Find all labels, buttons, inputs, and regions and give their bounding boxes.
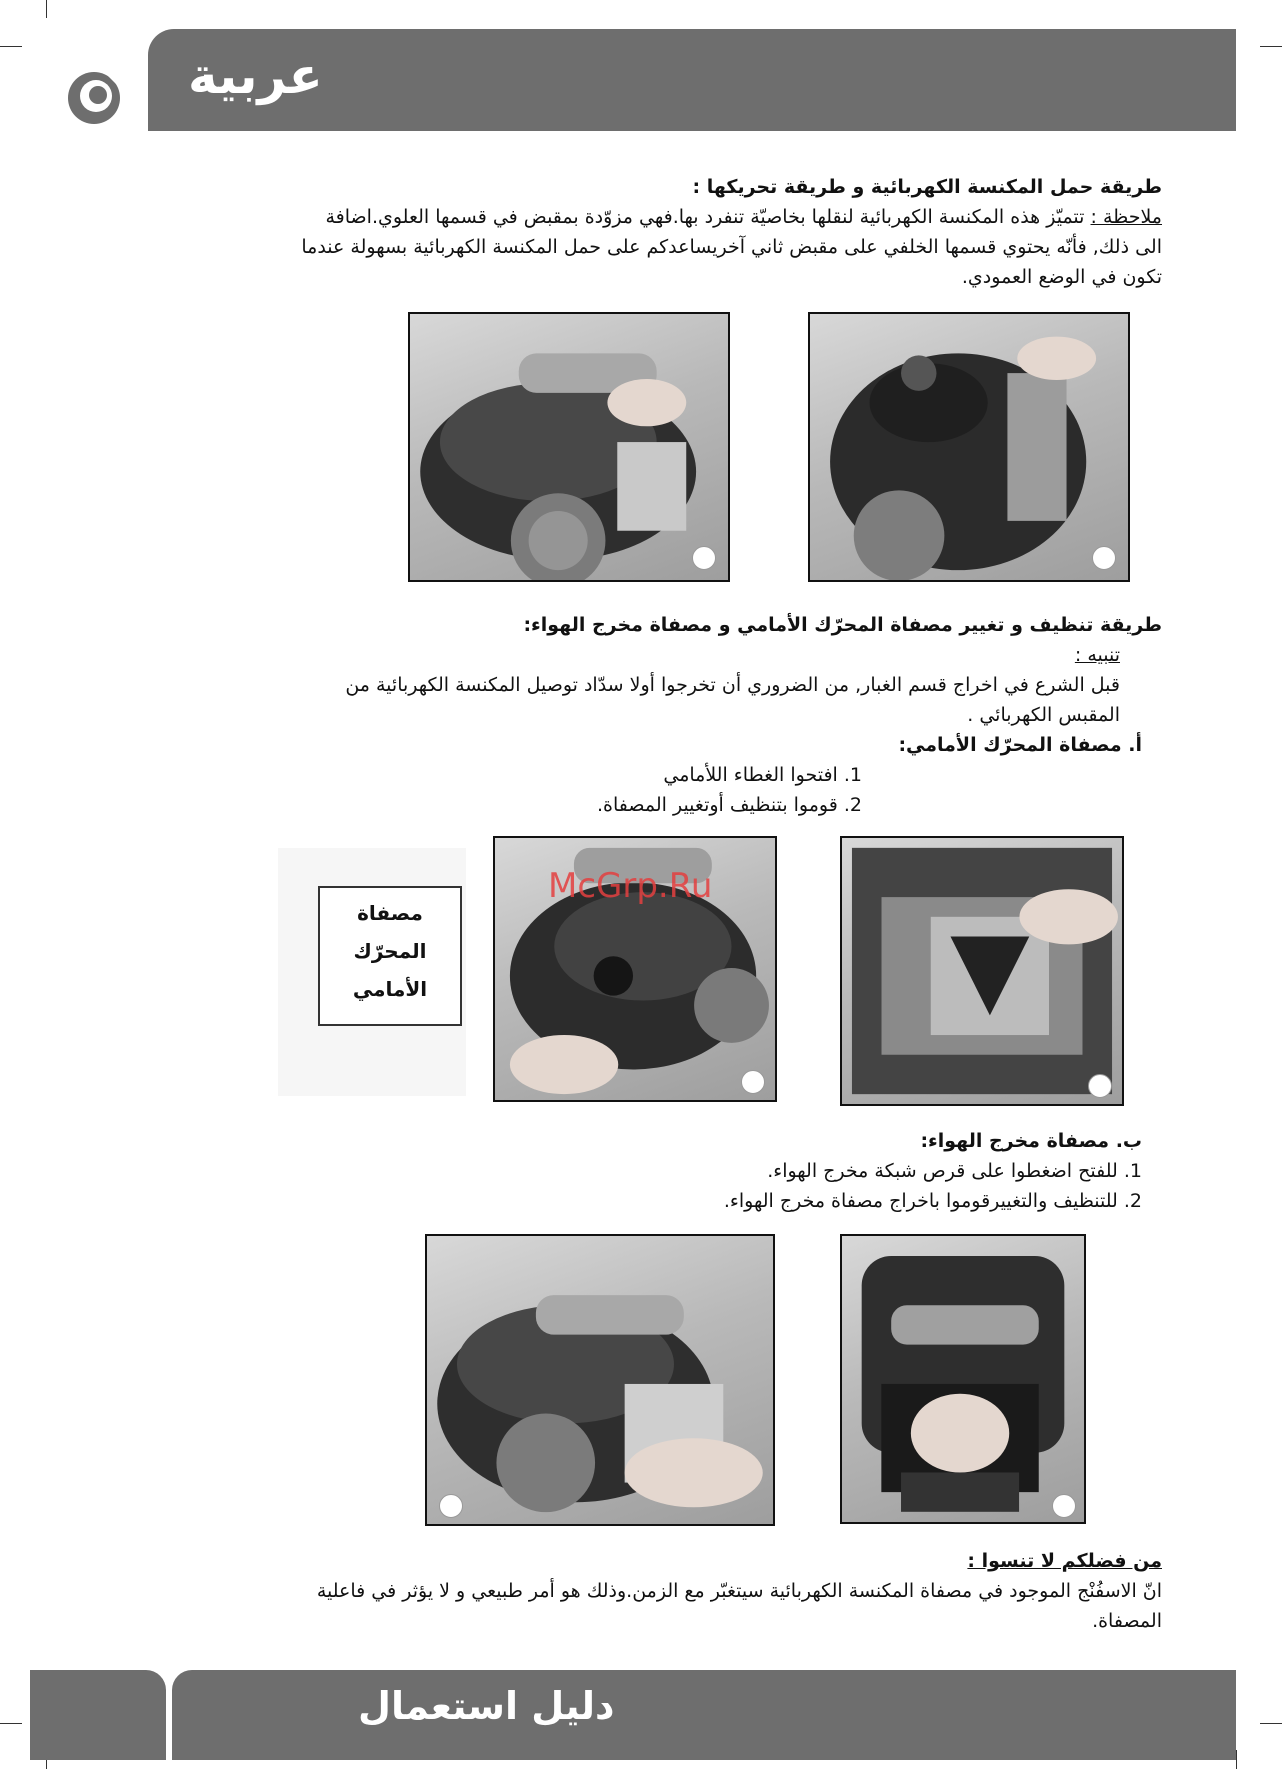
footer-bar <box>172 1670 1236 1760</box>
crop-mark <box>0 1723 22 1724</box>
footer-left-tab <box>30 1670 166 1760</box>
sub-a-heading: أ. مصفاة المحرّك الأمامي: <box>898 734 1142 756</box>
section1-note-line2: الى ذلك, فأنّه يحتوي قسمها الخلفي على مقبض ثاني آخريساعدكم على حمل المكنسة الكهربائية بسهولة عندما <box>301 236 1162 258</box>
footer-title: دليل استعمال <box>358 1684 615 1728</box>
sub-b-heading: ب. مصفاة مخرج الهواء: <box>920 1130 1142 1152</box>
note-text: تتميّز هذه المكنسة الكهربائية لنقلها بخاصيّة تنفرد بها.فهي مزوّدة بمقبض في قسمها العلوي.اضافة <box>325 206 1085 228</box>
language-title: عربية <box>188 47 323 105</box>
label-line: المحرّك <box>353 939 427 963</box>
warning-line1: قبل الشرع في اخراج قسم الغبار, من الضروري أن تخرجوا أولا سدّاد توصيل المكنسة الكهربائية من <box>345 674 1120 696</box>
warning-label: تنبيه : <box>1074 644 1120 666</box>
front-motor-filter-label <box>318 886 462 1026</box>
reminder-heading: من فضلكم لا تنسوا : <box>967 1550 1162 1572</box>
reminder-line1: انّ الاسفُنْج الموجود في مصفاة المكنسة الكهربائية سيتغبّر مع الزمن.وذلك هو أمر طبيعي و لا يؤثر في فاعلية <box>316 1580 1162 1602</box>
crop-mark <box>1260 1723 1282 1724</box>
brand-logo-icon <box>62 66 132 126</box>
photo-press-exhaust-grille <box>425 1234 775 1526</box>
crop-mark <box>0 46 22 47</box>
sub-b-step1: 1. للفتح اضغطوا على قرص شبكة مخرج الهواء. <box>767 1160 1142 1182</box>
note-label: ملاحظة : <box>1090 206 1162 228</box>
reminder-line2: المصفاة. <box>1092 1610 1162 1632</box>
crop-mark <box>1236 1750 1237 1769</box>
section1-heading: طريقة حمل المكنسة الكهربائية و طريقة تحريكها : <box>692 176 1162 198</box>
watermark: McGrp.Ru <box>548 866 713 906</box>
photo-carry-handle-rear <box>808 312 1130 582</box>
section2-text <box>300 610 1162 820</box>
section1-note-line3: تكون في الوضع العمودي. <box>961 266 1162 288</box>
sub-a-step2: 2. قوموا بتنظيف أوتغيير المصفاة. <box>597 794 862 816</box>
label-line: مصفاة <box>357 901 423 925</box>
section1-text <box>280 172 1162 292</box>
label-line: الأمامي <box>352 977 428 1001</box>
section1-note-line1 <box>280 202 1162 232</box>
warning-line2: المقبس الكهربائي . <box>967 704 1120 726</box>
sub-a-step1: 1. افتحوا الغطاء اللأمامي <box>663 764 862 786</box>
photo-carry-handle-top <box>408 312 730 582</box>
sub-b-step2: 2. للتنظيف والتغييرقوموا باخراج مصفاة مخرج الهواء. <box>723 1190 1142 1212</box>
sub-b-text <box>600 1126 1142 1216</box>
photo-remove-exhaust-filter <box>840 1234 1086 1524</box>
header-bar <box>148 29 1236 131</box>
crop-mark <box>46 0 47 18</box>
reminder-text <box>270 1546 1162 1636</box>
section2-heading: طريقة تنظيف و تغيير مصفاة المحرّك الأمامي و مصفاة مخرج الهواء: <box>523 614 1162 636</box>
crop-mark <box>1260 46 1282 47</box>
photo-remove-front-filter <box>840 836 1124 1106</box>
